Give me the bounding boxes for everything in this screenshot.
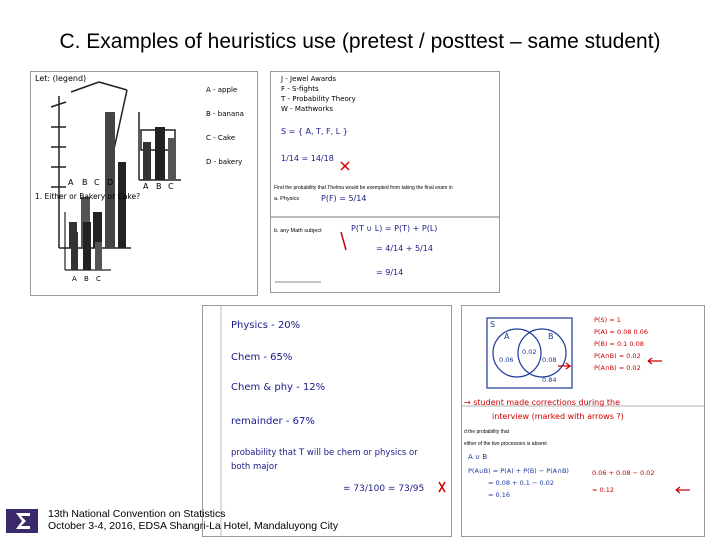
scan4-prob-3: P(B) = 0.1 0.08 xyxy=(594,340,644,348)
scan1-right-cat-B: B xyxy=(156,182,162,191)
scan1-legend-1: A - apple xyxy=(206,86,238,94)
scan-posttest-venn-solution xyxy=(461,305,705,537)
scan4-print-2: either of the two processors is absent xyxy=(464,441,547,447)
scan4-red-answer: = 0.12 xyxy=(592,486,614,494)
scan1-question: 1. Either or Bakery or Cake? xyxy=(35,192,141,201)
slide-title: C. Examples of heuristics use (pretest / posttest – same student) xyxy=(59,30,661,53)
convention-logo xyxy=(6,509,38,533)
scan3-line-2: Chem - 65% xyxy=(231,352,293,363)
scan4-note-2: interview (marked with arrows ?) xyxy=(492,412,624,421)
scan2-print-question-1: Find the probability that Thelma would be exempted from taking the final exam in xyxy=(274,185,453,191)
sigma-logo-icon xyxy=(6,509,38,533)
scan2-print-question-1b: a. Physics xyxy=(274,196,300,202)
scan1-left-cat-C: C xyxy=(94,178,100,187)
scan2-set-line: S = { A, T, F, L } xyxy=(281,127,348,136)
scan3-answer: = 73/100 = 73/95 xyxy=(343,484,425,494)
scan1-legend-2: B - banana xyxy=(206,110,244,118)
scan1-bottom-cat-A: A xyxy=(72,275,77,283)
scan4-drawing xyxy=(462,306,704,536)
scan1-left-cat-A: A xyxy=(68,178,74,187)
scan4-note-1: → student made corrections during the xyxy=(464,398,620,407)
venn-value-b-only: 0.08 xyxy=(542,356,557,364)
venn-label-a: A xyxy=(504,332,510,341)
scan2-eq-2: = 4/14 + 5/14 xyxy=(376,244,433,253)
scan2-print-question-2: b. any Math subject xyxy=(274,228,322,234)
scan2-legend-1: J - Jewel Awards xyxy=(281,75,336,83)
scan-pretest-barchart xyxy=(30,71,258,296)
scan4-print-1: d the probability that xyxy=(464,429,510,435)
scan4-prob-5: P(A∩B) = 0.02 xyxy=(594,364,641,372)
venn-value-intersection: 0.02 xyxy=(522,348,537,356)
scan2-p-f: P(F) = 5/14 xyxy=(321,194,367,203)
scan4-union: A ∪ B xyxy=(468,453,488,461)
scan1-legend-3: C - Cake xyxy=(206,134,236,142)
scan4-eq-3: = 0.16 xyxy=(488,491,510,499)
scan1-right-cat-C: C xyxy=(168,182,174,191)
scan4-prob-2: P(A) = 0.08 0.06 xyxy=(594,328,649,336)
footer xyxy=(48,508,338,532)
scan4-red-eq: 0.06 + 0.08 − 0.02 xyxy=(592,469,655,477)
scan1-right-cat-A: A xyxy=(143,182,149,191)
scan1-legend-4: D - bakery xyxy=(206,158,243,166)
venn-value-outside: 0.84 xyxy=(542,376,557,384)
scan2-eq-3: = 9/14 xyxy=(376,268,404,277)
scan4-prob-4: P(A∩B) = 0.02 xyxy=(594,352,641,360)
scan2-fraction: 1/14 = 14/18 xyxy=(281,154,334,163)
scan1-left-cat-B: B xyxy=(82,178,88,187)
scan1-bottom-cat-B: B xyxy=(84,275,89,283)
scan1-header: Let: (legend) xyxy=(35,74,87,83)
scan-pretest-solution xyxy=(270,71,500,293)
scan4-eq-2: = 0.08 + 0.1 − 0.02 xyxy=(488,479,554,487)
scan2-legend-3: T - Probability Theory xyxy=(281,95,356,103)
venn-label-s: S xyxy=(490,320,496,329)
footer-line-1: 13th National Convention on Statistics xyxy=(48,508,226,520)
footer-line-2: October 3-4, 2016, EDSA Shangri-La Hotel, Mandaluyong City xyxy=(48,520,339,532)
scan2-legend-2: F - S-fights xyxy=(281,85,319,93)
venn-value-a-only: 0.06 xyxy=(499,356,514,364)
venn-label-b: B xyxy=(548,332,554,341)
scan3-line-4: remainder - 67% xyxy=(231,416,315,427)
scan4-eq-1: P(A∪B) = P(A) + P(B) − P(A∩B) xyxy=(468,467,569,475)
scan3-line-1: Physics - 20% xyxy=(231,320,301,331)
scan2-eq-1: P(T ∪ L) = P(T) + P(L) xyxy=(351,224,438,233)
scan2-legend-4: W - Mathworks xyxy=(281,105,333,113)
scan1-left-cat-D: D xyxy=(107,178,114,187)
scan-posttest-word-solution xyxy=(202,305,452,537)
scan3-line-5: probability that T will be chem or physics or both major xyxy=(231,448,418,472)
scan3-line-3: Chem & phy - 12% xyxy=(231,382,326,393)
scan1-bottom-cat-C: C xyxy=(96,275,101,283)
scan4-prob-1: P(S) = 1 xyxy=(594,316,621,324)
